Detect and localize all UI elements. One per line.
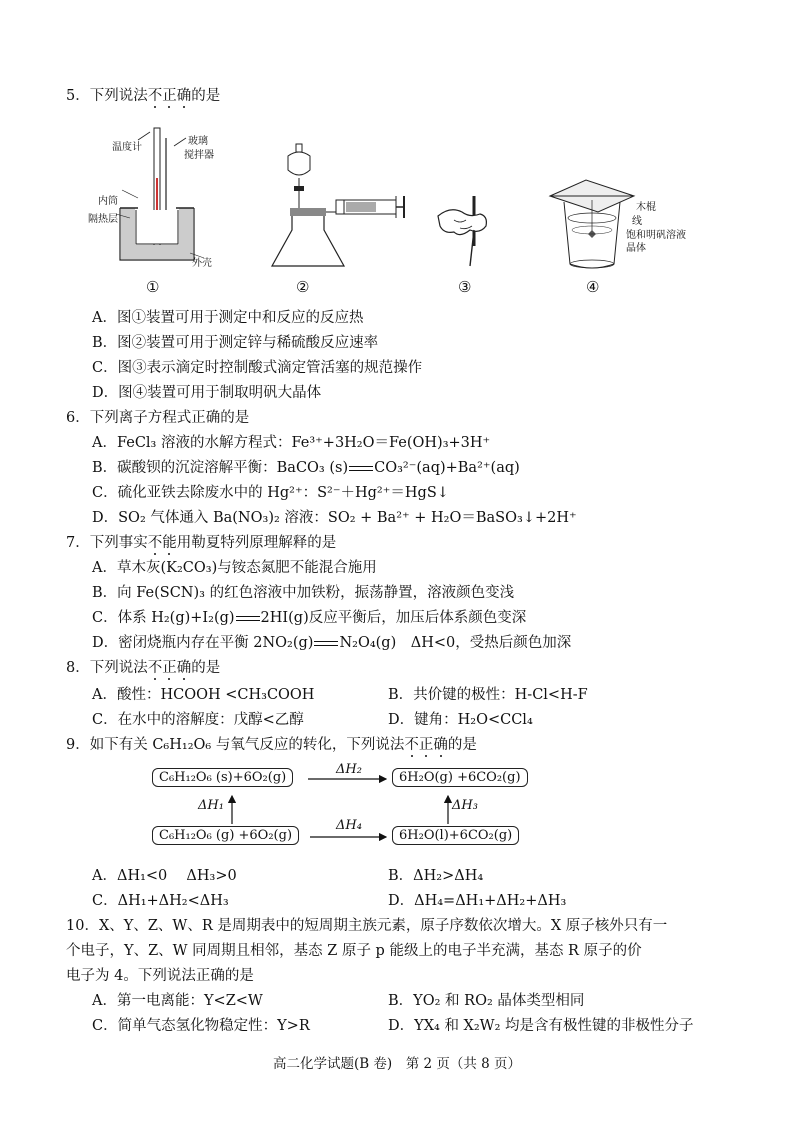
figure-number-2: ② (296, 278, 310, 296)
q6-option-a: A．FeCl₃ 溶液的水解方程式：Fe³⁺+3H₂O＝Fe(OH)₃+3H⁺ (92, 435, 491, 451)
q9-dh2-label: ΔH₂ (336, 762, 362, 777)
q7-stem: 7．下列事实不能用勒夏特列原理解释的是 (66, 535, 337, 551)
q10-option-a: A．第一电离能：Y<Z<W (92, 993, 263, 1009)
label-inner-cylinder: 内筒 (98, 196, 118, 207)
q7-option-a: A．草木灰(K₂CO₃)与铵态氮肥不能混合施用 (92, 560, 377, 576)
q10-option-c: C．简单气态氢化物稳定性：Y>R (92, 1018, 310, 1034)
label-insulation: 隔热层 (88, 214, 118, 225)
figure-number-3: ③ (458, 278, 472, 296)
q9-option-b: B．ΔH₂>ΔH₄ (388, 868, 484, 884)
figure-titration-hand (430, 196, 500, 270)
label-crystal: 晶体 (626, 243, 646, 254)
figure-number-4: ④ (586, 278, 600, 296)
q9-option-c: C．ΔH₁+ΔH₂<ΔH₃ (92, 893, 229, 909)
equilibrium-arrow-icon (314, 638, 338, 648)
q10-stem-line3: 电子为 4。下列说法正确的是 (66, 968, 254, 984)
q10-option-b: B．YO₂ 和 RO₂ 晶体类型相同 (388, 993, 585, 1009)
q9-box-water-liquid: 6H₂O(l)+6CO₂(g) (392, 826, 519, 845)
q6-stem: 6．下列离子方程式正确的是 (66, 410, 250, 426)
q8-option-d: D．键角：H₂O<CCl₄ (388, 712, 533, 728)
q9-box-glucose-solid: C₆H₁₂O₆ (s)+6O₂(g) (152, 768, 293, 787)
equilibrium-arrow-icon (349, 463, 373, 473)
q8-option-a: A．酸性：HCOOH <CH₃COOH (92, 687, 315, 703)
q7-option-b: B．向 Fe(SCN)₃ 的红色溶液中加铁粉，振荡静置，溶液颜色变浅 (92, 585, 515, 601)
q6-option-b: B．碳酸钡的沉淀溶解平衡：BaCO₃ (s) CO₃²⁻(aq)+Ba²⁺(aq) (92, 460, 520, 476)
label-wooden-stick: 木棍 (636, 202, 656, 213)
q5-option-d: D．图④装置可用于制取明矾大晶体 (92, 385, 322, 401)
q9-option-a: A．ΔH₁<0 ΔH₃>0 (92, 868, 237, 884)
page-footer: 高二化学试题(B 卷) 第 2 页（共 8 页） (272, 1056, 522, 1072)
q8-stem: 8．下列说法不正确的是 (66, 660, 221, 676)
q6-option-d: D．SO₂ 气体通入 Ba(NO₃)₂ 溶液：SO₂ + Ba²⁺ + H₂O＝BaSO₃↓+2H⁺ (92, 510, 577, 526)
figure-number-1: ① (146, 278, 160, 296)
label-outer-shell: 外壳 (192, 258, 212, 269)
q9-dh4-label: ΔH₄ (336, 818, 362, 833)
q6-option-c: C．硫化亚铁去除废水中的 Hg²⁺：S²⁻＋Hg²⁺＝HgS↓ (92, 485, 449, 501)
equilibrium-arrow-icon (236, 613, 260, 623)
q10-stem-line1: 10．X、Y、Z、W、R 是周期表中的短周期主族元素，原子序数依次增大。X 原子核外只有一 (66, 918, 668, 934)
q10-stem-line2: 个电子，Y、Z、W 同周期且相邻，基态 Z 原子 p 能级上的电子半充满，基态 R 原子的价 (66, 943, 642, 959)
q5-option-c: C．图③表示滴定时控制酸式滴定管活塞的规范操作 (92, 360, 423, 376)
label-stirrer-1: 玻璃 (188, 136, 208, 147)
q9-box-water-gas: 6H₂O(g) +6CO₂(g) (392, 768, 528, 787)
label-thread: 线 (632, 216, 642, 227)
q10-option-d: D．YX₄ 和 X₂W₂ 均是含有极性键的非极性分子 (388, 1018, 694, 1034)
q9-dh3-label: ΔH₃ (452, 798, 478, 813)
label-stirrer-2: 搅拌器 (184, 150, 214, 161)
figure-alum-crystal (546, 178, 636, 272)
label-thermometer: 温度计 (112, 142, 142, 153)
q9-dh1-label: ΔH₁ (198, 798, 224, 813)
q8-option-b: B．共价键的极性：H-Cl<H-F (388, 687, 588, 703)
figure-flask-syringe (268, 138, 408, 270)
q7-option-d: D．密闭烧瓶内存在平衡 2NO₂(g) N₂O₄(g) ΔH<0，受热后颜色加深 (92, 635, 572, 651)
q8-option-c: C．在水中的溶解度：戊醇<乙醇 (92, 712, 304, 728)
q9-box-glucose-gas: C₆H₁₂O₆ (g) +6O₂(g) (152, 826, 299, 845)
q9-stem: 9．如下有关 C₆H₁₂O₆ 与氧气反应的转化，下列说法不正确的是 (66, 737, 477, 753)
q5-stem: 5．下列说法不正确的是 (66, 88, 221, 104)
q9-option-d: D．ΔH₄=ΔH₁+ΔH₂+ΔH₃ (388, 893, 567, 909)
label-saturated-alum: 饱和明矾溶液 (626, 230, 686, 241)
q7-option-c: C．体系 H₂(g)+I₂(g) 2HI(g)反应平衡后，加压后体系颜色变深 (92, 610, 527, 626)
q5-option-b: B．图②装置可用于测定锌与稀硫酸反应速率 (92, 335, 379, 351)
q5-option-a: A．图①装置可用于测定中和反应的反应热 (92, 310, 364, 326)
